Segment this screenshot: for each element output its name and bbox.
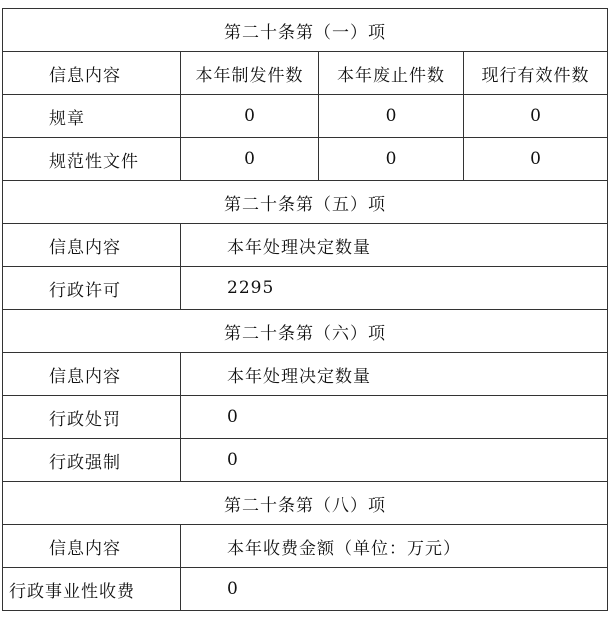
cell-value: 0 [319, 138, 464, 181]
header-abolished-count: 本年废止件数 [319, 52, 464, 95]
header-row [3, 224, 608, 267]
cell-value: 2295 [181, 267, 608, 310]
table-row [3, 396, 608, 439]
header-info-content: 信息内容 [3, 224, 181, 267]
header-info-content: 信息内容 [3, 353, 181, 396]
header-decision-count: 本年处理决定数量 [181, 353, 608, 396]
header-row [3, 353, 608, 396]
header-decision-count: 本年处理决定数量 [181, 224, 608, 267]
cell-value: 0 [464, 95, 608, 138]
section-title-row [3, 482, 608, 525]
row-label: 行政许可 [3, 267, 181, 310]
section-title-row [3, 310, 608, 353]
header-row [3, 52, 608, 95]
row-label: 规范性文件 [3, 138, 181, 181]
row-label: 行政事业性收费 [3, 568, 181, 611]
section-title-row [3, 181, 608, 224]
table-row [3, 568, 608, 611]
section-3-title: 第二十条第（六）项 [3, 310, 608, 353]
header-issued-count: 本年制发件数 [181, 52, 319, 95]
cell-value: 0 [319, 95, 464, 138]
disclosure-table [2, 8, 608, 611]
section-2-title: 第二十条第（五）项 [3, 181, 608, 224]
cell-value: 0 [181, 138, 319, 181]
header-info-content: 信息内容 [3, 52, 181, 95]
section-title-row [3, 9, 608, 52]
header-valid-count: 现行有效件数 [464, 52, 608, 95]
section-4-title: 第二十条第（八）项 [3, 482, 608, 525]
header-row [3, 525, 608, 568]
cell-value: 0 [181, 568, 608, 611]
header-fee-amount: 本年收费金额（单位：万元） [181, 525, 608, 568]
disclosure-table-page [2, 8, 607, 611]
table-row [3, 95, 608, 138]
cell-value: 0 [464, 138, 608, 181]
cell-value: 0 [181, 396, 608, 439]
table-row [3, 439, 608, 482]
row-label: 行政处罚 [3, 396, 181, 439]
header-info-content: 信息内容 [3, 525, 181, 568]
row-label: 规章 [3, 95, 181, 138]
section-1-title: 第二十条第（一）项 [3, 9, 608, 52]
row-label: 行政强制 [3, 439, 181, 482]
table-row [3, 138, 608, 181]
cell-value: 0 [181, 95, 319, 138]
table-row [3, 267, 608, 310]
cell-value: 0 [181, 439, 608, 482]
